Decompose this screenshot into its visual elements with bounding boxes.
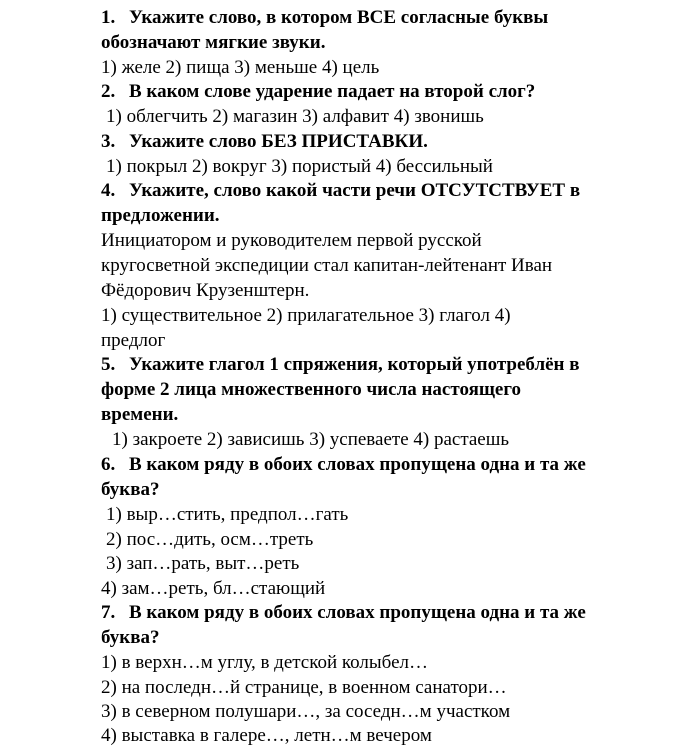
question-4-sentence-line-1: Инициатором и руководителем первой русской (101, 230, 482, 251)
question-4-options-line-1: 1) существительное 2) прилагательное 3) глагол 4) (101, 305, 511, 326)
question-5-options: 1) закроете 2) зависишь 3) успеваете 4) растаешь (112, 429, 510, 450)
question-6-option-2: 2) пос…дить, осм…треть (106, 529, 314, 550)
question-3-title-line-1: 3. Укажите слово БЕЗ ПРИСТАВКИ. (101, 131, 428, 152)
question-4-number: 4. (101, 180, 116, 201)
question-2-title-line-1: 2. В каком слове ударение падает на второй слог? (101, 81, 536, 102)
question-7-title-line-1: 7. В каком ряду в обоих словах пропущена одна и та же (101, 602, 586, 623)
question-4-title-line-1: 4. Укажите, слово какой части речи ОТСУТСТВУЕТ в (101, 180, 581, 201)
question-1-title-line-2: обозначают мягкие звуки. (101, 32, 326, 53)
question-6-title-line-1: 6. В каком ряду в обоих словах пропущена одна и та же (101, 454, 586, 475)
question-7-option-1: 1) в верхн…м углу, в детской колыбел… (101, 652, 429, 673)
question-4-sentence-line-2: кругосветной экспедиции стал капитан-лейтенант Иван (101, 255, 553, 276)
question-4-sentence-line-3: Фёдорович Крузенштерн. (101, 280, 310, 301)
question-1-options: 1) желе 2) пища 3) меньше 4) цель (101, 57, 380, 78)
question-7-number: 7. (101, 602, 116, 623)
question-1-title-line-1: 1. Укажите слово, в котором ВСЕ согласные буквы (101, 7, 549, 28)
question-5-title-line-1: 5. Укажите глагол 1 спряжения, который употреблён в (101, 354, 580, 375)
question-1-number: 1. (101, 7, 116, 28)
question-5-number: 5. (101, 354, 116, 375)
question-7-option-3: 3) в северном полушари…, за соседн…м участком (101, 701, 511, 722)
question-3-number: 3. (101, 131, 116, 152)
question-3-options: 1) покрыл 2) вокруг 3) пористый 4) бессильный (106, 156, 493, 177)
question-5-title-line-3: времени. (101, 404, 179, 425)
question-2-options: 1) облегчить 2) магазин 3) алфавит 4) звонишь (106, 106, 484, 127)
question-7-option-4: 4) выставка в галере…, летн…м вечером (101, 725, 432, 746)
question-6-option-3: 3) зап…рать, выт…реть (106, 553, 300, 574)
question-4-options-line-2: предлог (101, 330, 166, 351)
question-6-title-line-2: буква? (101, 479, 160, 500)
question-6-option-1: 1) выр…стить, предпол…гать (106, 504, 349, 525)
question-6-option-4: 4) зам…реть, бл…стающий (101, 578, 326, 599)
question-6-number: 6. (101, 454, 116, 475)
question-2-number: 2. (101, 81, 116, 102)
question-7-title-line-2: буква? (101, 627, 160, 648)
question-7-option-2: 2) на последн…й странице, в военном санатори… (101, 677, 507, 698)
question-4-title-line-2: предложении. (101, 205, 220, 226)
question-5-title-line-2: форме 2 лица множественного числа настоящего (101, 379, 521, 400)
